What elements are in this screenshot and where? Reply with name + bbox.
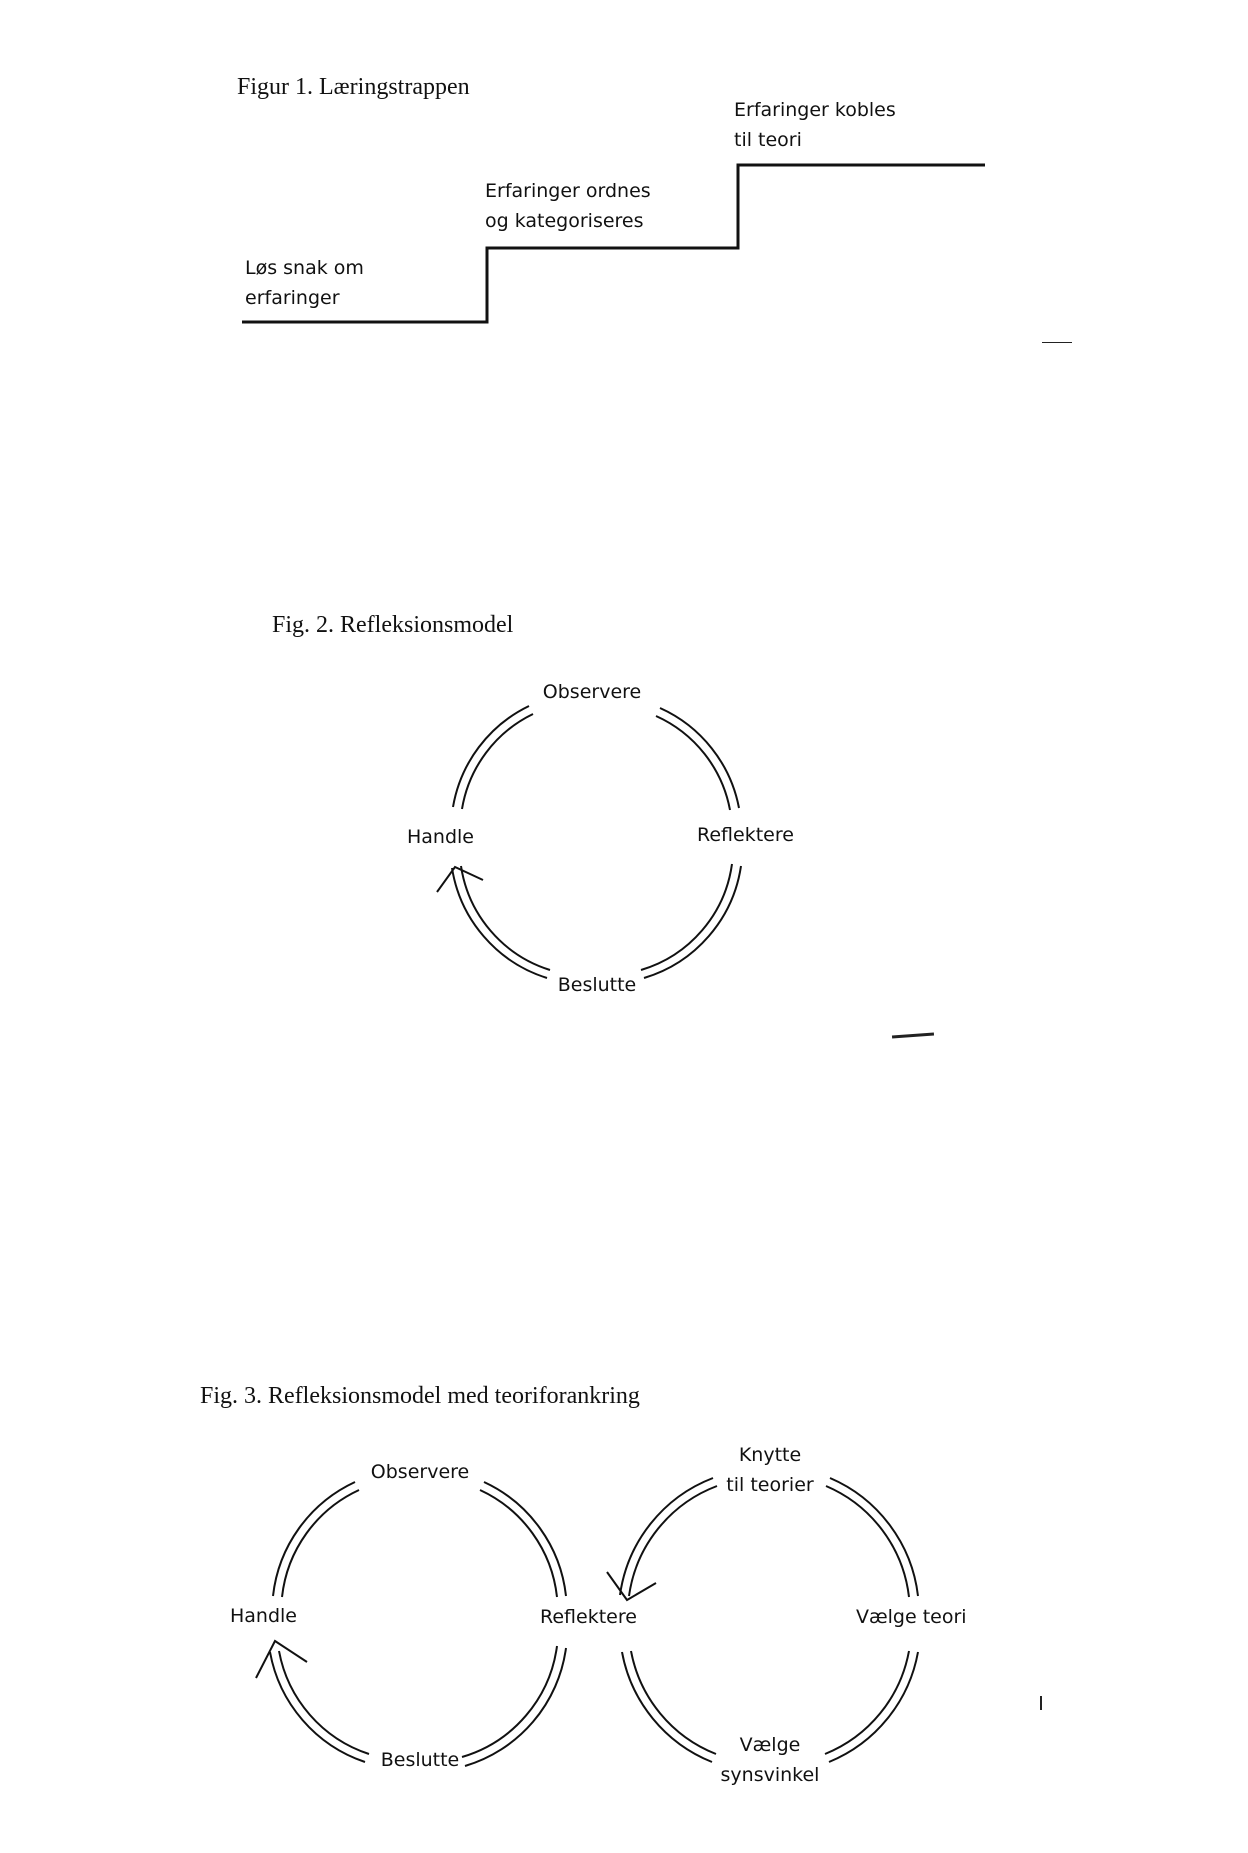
scan-mark xyxy=(1040,1696,1042,1710)
fig3-node-handle: Handle xyxy=(230,1605,298,1627)
step3-label-line2: til teori xyxy=(734,129,802,151)
step2-label-line2: og kategoriseres xyxy=(485,210,644,232)
fig1-caption: Figur 1. Læringstrappen xyxy=(237,74,470,100)
fig3-node-reflektere: Reflektere xyxy=(540,1606,637,1628)
fig3-node-vaelge-synsvinkel-line1: Vælge xyxy=(739,1734,801,1756)
fig3-node-vaelge-teori: Vælge teori xyxy=(856,1606,967,1628)
fig3-right-arc-top-right-inner xyxy=(826,1486,909,1597)
fig3-node-beslutte: Beslutte xyxy=(380,1749,460,1771)
fig3-caption: Fig. 3. Refleksionsmodel med teoriforankring xyxy=(200,1383,640,1409)
step3-label-line1: Erfaringer kobles xyxy=(734,99,896,121)
fig3-node-knytte-line2: til teorier xyxy=(726,1474,814,1496)
fig2-caption: Fig. 2. Refleksionsmodel xyxy=(272,612,514,638)
scan-mark xyxy=(1042,342,1072,343)
fig3-left-arc-bottom-left-inner xyxy=(279,1651,369,1754)
step1-label-line2: erfaringer xyxy=(245,287,340,309)
fig2-node-reflektere: Reflektere xyxy=(697,824,794,846)
fig2-node-handle: Handle xyxy=(407,826,475,848)
fig3-left-arc-top-right-inner xyxy=(480,1490,557,1597)
step2-label-line1: Erfaringer ordnes xyxy=(485,180,651,202)
step1-label-line1: Løs snak om xyxy=(245,257,364,279)
fig2-node-beslutte: Beslutte xyxy=(557,974,637,996)
fig3-left-arc-top-left-inner xyxy=(282,1490,359,1597)
fig3-left-arc-bottom-right-inner xyxy=(462,1646,557,1757)
fig3-node-knytte-line1: Knytte xyxy=(738,1444,802,1466)
fig3-node-vaelge-synsvinkel-line2: synsvinkel xyxy=(720,1764,820,1786)
fig3-right-arc-top-left-inner xyxy=(629,1486,717,1596)
fig2-node-observere: Observere xyxy=(542,681,642,703)
fig3-node-observere: Observere xyxy=(370,1461,470,1483)
